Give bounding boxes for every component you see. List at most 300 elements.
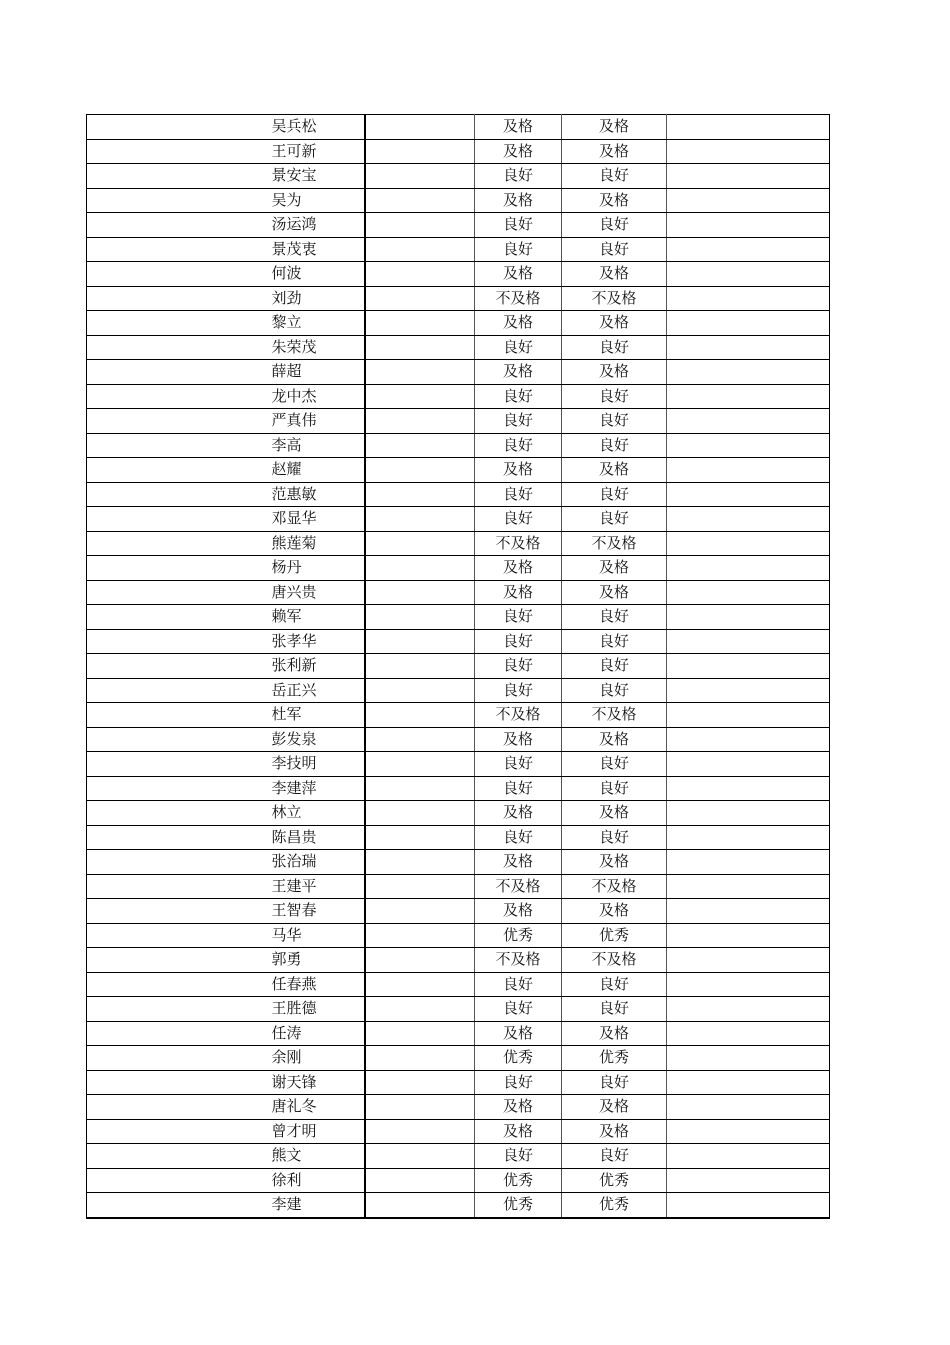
name-cell: 吴为 bbox=[266, 188, 365, 213]
blank-cell bbox=[87, 360, 266, 385]
grade-cell-a: 良好 bbox=[475, 213, 562, 238]
blank-cell bbox=[667, 507, 830, 532]
blank-cell bbox=[365, 384, 475, 409]
grade-cell-b: 良好 bbox=[562, 654, 667, 679]
blank-cell bbox=[365, 801, 475, 826]
grade-cell-a: 良好 bbox=[475, 237, 562, 262]
grade-cell-b: 及格 bbox=[562, 850, 667, 875]
blank-cell bbox=[667, 139, 830, 164]
name-cell: 彭发泉 bbox=[266, 727, 365, 752]
table-row bbox=[87, 1095, 830, 1120]
blank-cell bbox=[667, 482, 830, 507]
name-cell: 林立 bbox=[266, 801, 365, 826]
table-row bbox=[87, 801, 830, 826]
grade-cell-a: 及格 bbox=[475, 360, 562, 385]
table-row bbox=[87, 507, 830, 532]
table-row bbox=[87, 360, 830, 385]
blank-cell bbox=[87, 825, 266, 850]
name-cell: 陈昌贵 bbox=[266, 825, 365, 850]
blank-cell bbox=[365, 1095, 475, 1120]
grade-cell-b: 及格 bbox=[562, 262, 667, 287]
grade-cell-a: 优秀 bbox=[475, 1193, 562, 1218]
blank-cell bbox=[667, 360, 830, 385]
blank-cell bbox=[365, 678, 475, 703]
blank-cell bbox=[667, 1119, 830, 1144]
blank-cell bbox=[667, 1144, 830, 1169]
name-cell: 赵耀 bbox=[266, 458, 365, 483]
grade-table-body bbox=[87, 115, 830, 1218]
table-row bbox=[87, 164, 830, 189]
table-row bbox=[87, 972, 830, 997]
grade-cell-b: 良好 bbox=[562, 1144, 667, 1169]
grade-cell-a: 良好 bbox=[475, 1144, 562, 1169]
blank-cell bbox=[365, 874, 475, 899]
grade-cell-b: 良好 bbox=[562, 605, 667, 630]
grade-cell-b: 优秀 bbox=[562, 1168, 667, 1193]
name-cell: 曾才明 bbox=[266, 1119, 365, 1144]
grade-cell-a: 良好 bbox=[475, 482, 562, 507]
name-cell: 王智春 bbox=[266, 899, 365, 924]
table-row bbox=[87, 1168, 830, 1193]
grade-cell-b: 及格 bbox=[562, 1021, 667, 1046]
blank-cell bbox=[667, 605, 830, 630]
table-row bbox=[87, 531, 830, 556]
blank-cell bbox=[87, 482, 266, 507]
blank-cell bbox=[667, 654, 830, 679]
blank-cell bbox=[87, 948, 266, 973]
grade-cell-a: 良好 bbox=[475, 605, 562, 630]
blank-cell bbox=[87, 115, 266, 140]
table-row bbox=[87, 605, 830, 630]
blank-cell bbox=[87, 507, 266, 532]
blank-cell bbox=[667, 1021, 830, 1046]
grade-cell-a: 良好 bbox=[475, 825, 562, 850]
blank-cell bbox=[87, 580, 266, 605]
blank-cell bbox=[667, 923, 830, 948]
name-cell: 岳正兴 bbox=[266, 678, 365, 703]
blank-cell bbox=[87, 703, 266, 728]
grade-cell-b: 良好 bbox=[562, 237, 667, 262]
name-cell: 张孝华 bbox=[266, 629, 365, 654]
table-row bbox=[87, 874, 830, 899]
grade-cell-b: 良好 bbox=[562, 384, 667, 409]
name-cell: 汤运鸿 bbox=[266, 213, 365, 238]
table-row bbox=[87, 213, 830, 238]
table-row bbox=[87, 1046, 830, 1071]
blank-cell bbox=[667, 213, 830, 238]
blank-cell bbox=[667, 1095, 830, 1120]
grade-cell-b: 及格 bbox=[562, 360, 667, 385]
blank-cell bbox=[667, 1168, 830, 1193]
blank-cell bbox=[87, 972, 266, 997]
blank-cell bbox=[365, 262, 475, 287]
grade-cell-a: 良好 bbox=[475, 654, 562, 679]
blank-cell bbox=[365, 948, 475, 973]
grade-cell-b: 良好 bbox=[562, 972, 667, 997]
blank-cell bbox=[365, 605, 475, 630]
blank-cell bbox=[365, 1144, 475, 1169]
grade-cell-a: 良好 bbox=[475, 507, 562, 532]
grade-cell-a: 不及格 bbox=[475, 531, 562, 556]
table-row bbox=[87, 997, 830, 1022]
table-row bbox=[87, 482, 830, 507]
blank-cell bbox=[667, 972, 830, 997]
name-cell: 邓显华 bbox=[266, 507, 365, 532]
blank-cell bbox=[365, 531, 475, 556]
name-cell: 熊文 bbox=[266, 1144, 365, 1169]
blank-cell bbox=[87, 1095, 266, 1120]
grade-cell-a: 及格 bbox=[475, 727, 562, 752]
blank-cell bbox=[87, 874, 266, 899]
table-row bbox=[87, 115, 830, 140]
blank-cell bbox=[87, 237, 266, 262]
blank-cell bbox=[365, 654, 475, 679]
name-cell: 徐利 bbox=[266, 1168, 365, 1193]
table-row bbox=[87, 433, 830, 458]
blank-cell bbox=[365, 1021, 475, 1046]
name-cell: 王胜德 bbox=[266, 997, 365, 1022]
grade-cell-a: 良好 bbox=[475, 164, 562, 189]
grade-cell-b: 及格 bbox=[562, 556, 667, 581]
table-row bbox=[87, 237, 830, 262]
blank-cell bbox=[87, 752, 266, 777]
grade-cell-a: 及格 bbox=[475, 311, 562, 336]
grade-cell-b: 及格 bbox=[562, 1095, 667, 1120]
grade-cell-b: 良好 bbox=[562, 482, 667, 507]
grade-cell-a: 及格 bbox=[475, 1021, 562, 1046]
grade-cell-a: 优秀 bbox=[475, 1168, 562, 1193]
grade-cell-b: 良好 bbox=[562, 213, 667, 238]
blank-cell bbox=[365, 1070, 475, 1095]
table-row bbox=[87, 678, 830, 703]
name-cell: 黎立 bbox=[266, 311, 365, 336]
blank-cell bbox=[667, 335, 830, 360]
blank-cell bbox=[87, 654, 266, 679]
blank-cell bbox=[365, 972, 475, 997]
blank-cell bbox=[667, 752, 830, 777]
name-cell: 熊莲菊 bbox=[266, 531, 365, 556]
grade-cell-a: 良好 bbox=[475, 972, 562, 997]
blank-cell bbox=[365, 237, 475, 262]
grade-cell-a: 及格 bbox=[475, 850, 562, 875]
name-cell: 张治瑞 bbox=[266, 850, 365, 875]
blank-cell bbox=[667, 433, 830, 458]
grade-cell-a: 及格 bbox=[475, 458, 562, 483]
blank-cell bbox=[87, 384, 266, 409]
grade-cell-a: 良好 bbox=[475, 629, 562, 654]
grade-cell-a: 及格 bbox=[475, 580, 562, 605]
table-row bbox=[87, 1144, 830, 1169]
blank-cell bbox=[667, 580, 830, 605]
name-cell: 景安宝 bbox=[266, 164, 365, 189]
blank-cell bbox=[87, 727, 266, 752]
grade-cell-b: 及格 bbox=[562, 311, 667, 336]
blank-cell bbox=[365, 188, 475, 213]
name-cell: 杜军 bbox=[266, 703, 365, 728]
grade-cell-a: 不及格 bbox=[475, 874, 562, 899]
blank-cell bbox=[365, 311, 475, 336]
grade-cell-b: 及格 bbox=[562, 1119, 667, 1144]
grade-cell-b: 不及格 bbox=[562, 531, 667, 556]
table-row bbox=[87, 286, 830, 311]
blank-cell bbox=[87, 164, 266, 189]
grade-cell-b: 良好 bbox=[562, 825, 667, 850]
grade-cell-b: 良好 bbox=[562, 335, 667, 360]
blank-cell bbox=[87, 776, 266, 801]
blank-cell bbox=[365, 556, 475, 581]
table-row bbox=[87, 556, 830, 581]
blank-cell bbox=[667, 262, 830, 287]
blank-cell bbox=[667, 825, 830, 850]
grade-cell-a: 良好 bbox=[475, 997, 562, 1022]
name-cell: 王建平 bbox=[266, 874, 365, 899]
blank-cell bbox=[365, 923, 475, 948]
grade-cell-a: 及格 bbox=[475, 188, 562, 213]
grade-cell-b: 优秀 bbox=[562, 923, 667, 948]
name-cell: 唐兴贵 bbox=[266, 580, 365, 605]
blank-cell bbox=[667, 629, 830, 654]
blank-cell bbox=[365, 1193, 475, 1218]
blank-cell bbox=[667, 776, 830, 801]
blank-cell bbox=[667, 1046, 830, 1071]
grade-cell-b: 及格 bbox=[562, 899, 667, 924]
grade-cell-b: 良好 bbox=[562, 164, 667, 189]
grade-cell-b: 良好 bbox=[562, 409, 667, 434]
name-cell: 赖军 bbox=[266, 605, 365, 630]
table-row bbox=[87, 1070, 830, 1095]
blank-cell bbox=[365, 507, 475, 532]
grade-cell-b: 不及格 bbox=[562, 948, 667, 973]
blank-cell bbox=[667, 311, 830, 336]
grade-cell-b: 良好 bbox=[562, 752, 667, 777]
blank-cell bbox=[365, 776, 475, 801]
name-cell: 李建 bbox=[266, 1193, 365, 1218]
blank-cell bbox=[87, 458, 266, 483]
name-cell: 任涛 bbox=[266, 1021, 365, 1046]
blank-cell bbox=[667, 384, 830, 409]
blank-cell bbox=[365, 213, 475, 238]
name-cell: 李技明 bbox=[266, 752, 365, 777]
blank-cell bbox=[87, 997, 266, 1022]
blank-cell bbox=[87, 629, 266, 654]
blank-cell bbox=[87, 1046, 266, 1071]
blank-cell bbox=[87, 556, 266, 581]
blank-cell bbox=[87, 213, 266, 238]
table-row bbox=[87, 776, 830, 801]
blank-cell bbox=[87, 1144, 266, 1169]
grade-cell-b: 及格 bbox=[562, 580, 667, 605]
blank-cell bbox=[365, 335, 475, 360]
blank-cell bbox=[365, 752, 475, 777]
blank-cell bbox=[87, 1021, 266, 1046]
blank-cell bbox=[667, 556, 830, 581]
table-row bbox=[87, 752, 830, 777]
blank-cell bbox=[667, 997, 830, 1022]
blank-cell bbox=[667, 678, 830, 703]
blank-cell bbox=[87, 1070, 266, 1095]
blank-cell bbox=[365, 1168, 475, 1193]
blank-cell bbox=[667, 899, 830, 924]
grade-cell-b: 及格 bbox=[562, 188, 667, 213]
blank-cell bbox=[87, 335, 266, 360]
blank-cell bbox=[365, 482, 475, 507]
blank-cell bbox=[365, 360, 475, 385]
blank-cell bbox=[365, 1119, 475, 1144]
grade-cell-a: 及格 bbox=[475, 556, 562, 581]
grade-cell-a: 不及格 bbox=[475, 703, 562, 728]
blank-cell bbox=[87, 605, 266, 630]
grade-cell-a: 及格 bbox=[475, 262, 562, 287]
blank-cell bbox=[87, 1193, 266, 1218]
blank-cell bbox=[667, 237, 830, 262]
blank-cell bbox=[365, 433, 475, 458]
table-row bbox=[87, 825, 830, 850]
grade-cell-b: 优秀 bbox=[562, 1193, 667, 1218]
name-cell: 唐礼冬 bbox=[266, 1095, 365, 1120]
blank-cell bbox=[87, 801, 266, 826]
blank-cell bbox=[667, 727, 830, 752]
name-cell: 张利新 bbox=[266, 654, 365, 679]
blank-cell bbox=[667, 874, 830, 899]
name-cell: 范惠敏 bbox=[266, 482, 365, 507]
grade-cell-b: 不及格 bbox=[562, 703, 667, 728]
blank-cell bbox=[667, 188, 830, 213]
table-row bbox=[87, 703, 830, 728]
blank-cell bbox=[87, 311, 266, 336]
grade-cell-a: 良好 bbox=[475, 384, 562, 409]
blank-cell bbox=[365, 115, 475, 140]
grade-cell-a: 良好 bbox=[475, 752, 562, 777]
table-row bbox=[87, 188, 830, 213]
grade-cell-b: 及格 bbox=[562, 115, 667, 140]
grade-cell-b: 良好 bbox=[562, 776, 667, 801]
grade-cell-b: 及格 bbox=[562, 458, 667, 483]
blank-cell bbox=[667, 703, 830, 728]
blank-cell bbox=[667, 1070, 830, 1095]
grade-cell-a: 良好 bbox=[475, 678, 562, 703]
grade-cell-b: 良好 bbox=[562, 629, 667, 654]
blank-cell bbox=[87, 678, 266, 703]
grade-cell-b: 良好 bbox=[562, 507, 667, 532]
blank-cell bbox=[365, 703, 475, 728]
blank-cell bbox=[667, 115, 830, 140]
grade-cell-a: 及格 bbox=[475, 899, 562, 924]
blank-cell bbox=[87, 1168, 266, 1193]
blank-cell bbox=[365, 458, 475, 483]
table-row bbox=[87, 139, 830, 164]
blank-cell bbox=[87, 409, 266, 434]
blank-cell bbox=[365, 629, 475, 654]
blank-cell bbox=[365, 850, 475, 875]
blank-cell bbox=[667, 1193, 830, 1218]
name-cell: 薛超 bbox=[266, 360, 365, 385]
name-cell: 谢天锋 bbox=[266, 1070, 365, 1095]
table-row bbox=[87, 629, 830, 654]
grade-cell-b: 及格 bbox=[562, 801, 667, 826]
table-row bbox=[87, 311, 830, 336]
blank-cell bbox=[667, 531, 830, 556]
grade-cell-a: 优秀 bbox=[475, 1046, 562, 1071]
grade-cell-a: 及格 bbox=[475, 1095, 562, 1120]
table-row bbox=[87, 948, 830, 973]
name-cell: 李高 bbox=[266, 433, 365, 458]
blank-cell bbox=[87, 850, 266, 875]
grade-cell-a: 优秀 bbox=[475, 923, 562, 948]
blank-cell bbox=[667, 286, 830, 311]
blank-cell bbox=[365, 164, 475, 189]
grade-cell-a: 及格 bbox=[475, 1119, 562, 1144]
name-cell: 刘劲 bbox=[266, 286, 365, 311]
name-cell: 严真伟 bbox=[266, 409, 365, 434]
table-row bbox=[87, 262, 830, 287]
blank-cell bbox=[667, 801, 830, 826]
table-row bbox=[87, 384, 830, 409]
name-cell: 余刚 bbox=[266, 1046, 365, 1071]
grade-cell-a: 不及格 bbox=[475, 286, 562, 311]
name-cell: 王可新 bbox=[266, 139, 365, 164]
grade-table bbox=[86, 114, 830, 1219]
name-cell: 吴兵松 bbox=[266, 115, 365, 140]
grade-cell-a: 及格 bbox=[475, 139, 562, 164]
blank-cell bbox=[87, 139, 266, 164]
blank-cell bbox=[87, 188, 266, 213]
grade-cell-b: 不及格 bbox=[562, 874, 667, 899]
table-row bbox=[87, 850, 830, 875]
table-row bbox=[87, 899, 830, 924]
grade-cell-a: 良好 bbox=[475, 335, 562, 360]
grade-cell-b: 优秀 bbox=[562, 1046, 667, 1071]
grade-cell-b: 良好 bbox=[562, 997, 667, 1022]
grade-cell-b: 良好 bbox=[562, 678, 667, 703]
blank-cell bbox=[365, 997, 475, 1022]
blank-cell bbox=[365, 286, 475, 311]
blank-cell bbox=[365, 825, 475, 850]
table-row bbox=[87, 1119, 830, 1144]
blank-cell bbox=[87, 923, 266, 948]
table-row bbox=[87, 458, 830, 483]
blank-cell bbox=[87, 899, 266, 924]
grade-cell-a: 不及格 bbox=[475, 948, 562, 973]
table-row bbox=[87, 580, 830, 605]
blank-cell bbox=[667, 948, 830, 973]
blank-cell bbox=[365, 409, 475, 434]
grade-cell-b: 及格 bbox=[562, 727, 667, 752]
name-cell: 郭勇 bbox=[266, 948, 365, 973]
blank-cell bbox=[365, 580, 475, 605]
name-cell: 马华 bbox=[266, 923, 365, 948]
name-cell: 龙中杰 bbox=[266, 384, 365, 409]
grade-cell-a: 良好 bbox=[475, 433, 562, 458]
blank-cell bbox=[667, 458, 830, 483]
blank-cell bbox=[87, 531, 266, 556]
table-row bbox=[87, 1021, 830, 1046]
blank-cell bbox=[667, 164, 830, 189]
blank-cell bbox=[667, 850, 830, 875]
grade-cell-b: 不及格 bbox=[562, 286, 667, 311]
table-row bbox=[87, 1193, 830, 1218]
name-cell: 任春燕 bbox=[266, 972, 365, 997]
blank-cell bbox=[87, 286, 266, 311]
grade-cell-b: 良好 bbox=[562, 433, 667, 458]
name-cell: 何波 bbox=[266, 262, 365, 287]
blank-cell bbox=[365, 727, 475, 752]
grade-cell-a: 良好 bbox=[475, 409, 562, 434]
grade-cell-a: 及格 bbox=[475, 115, 562, 140]
grade-cell-a: 良好 bbox=[475, 1070, 562, 1095]
grade-cell-a: 及格 bbox=[475, 801, 562, 826]
name-cell: 朱荣茂 bbox=[266, 335, 365, 360]
name-cell: 景茂衷 bbox=[266, 237, 365, 262]
